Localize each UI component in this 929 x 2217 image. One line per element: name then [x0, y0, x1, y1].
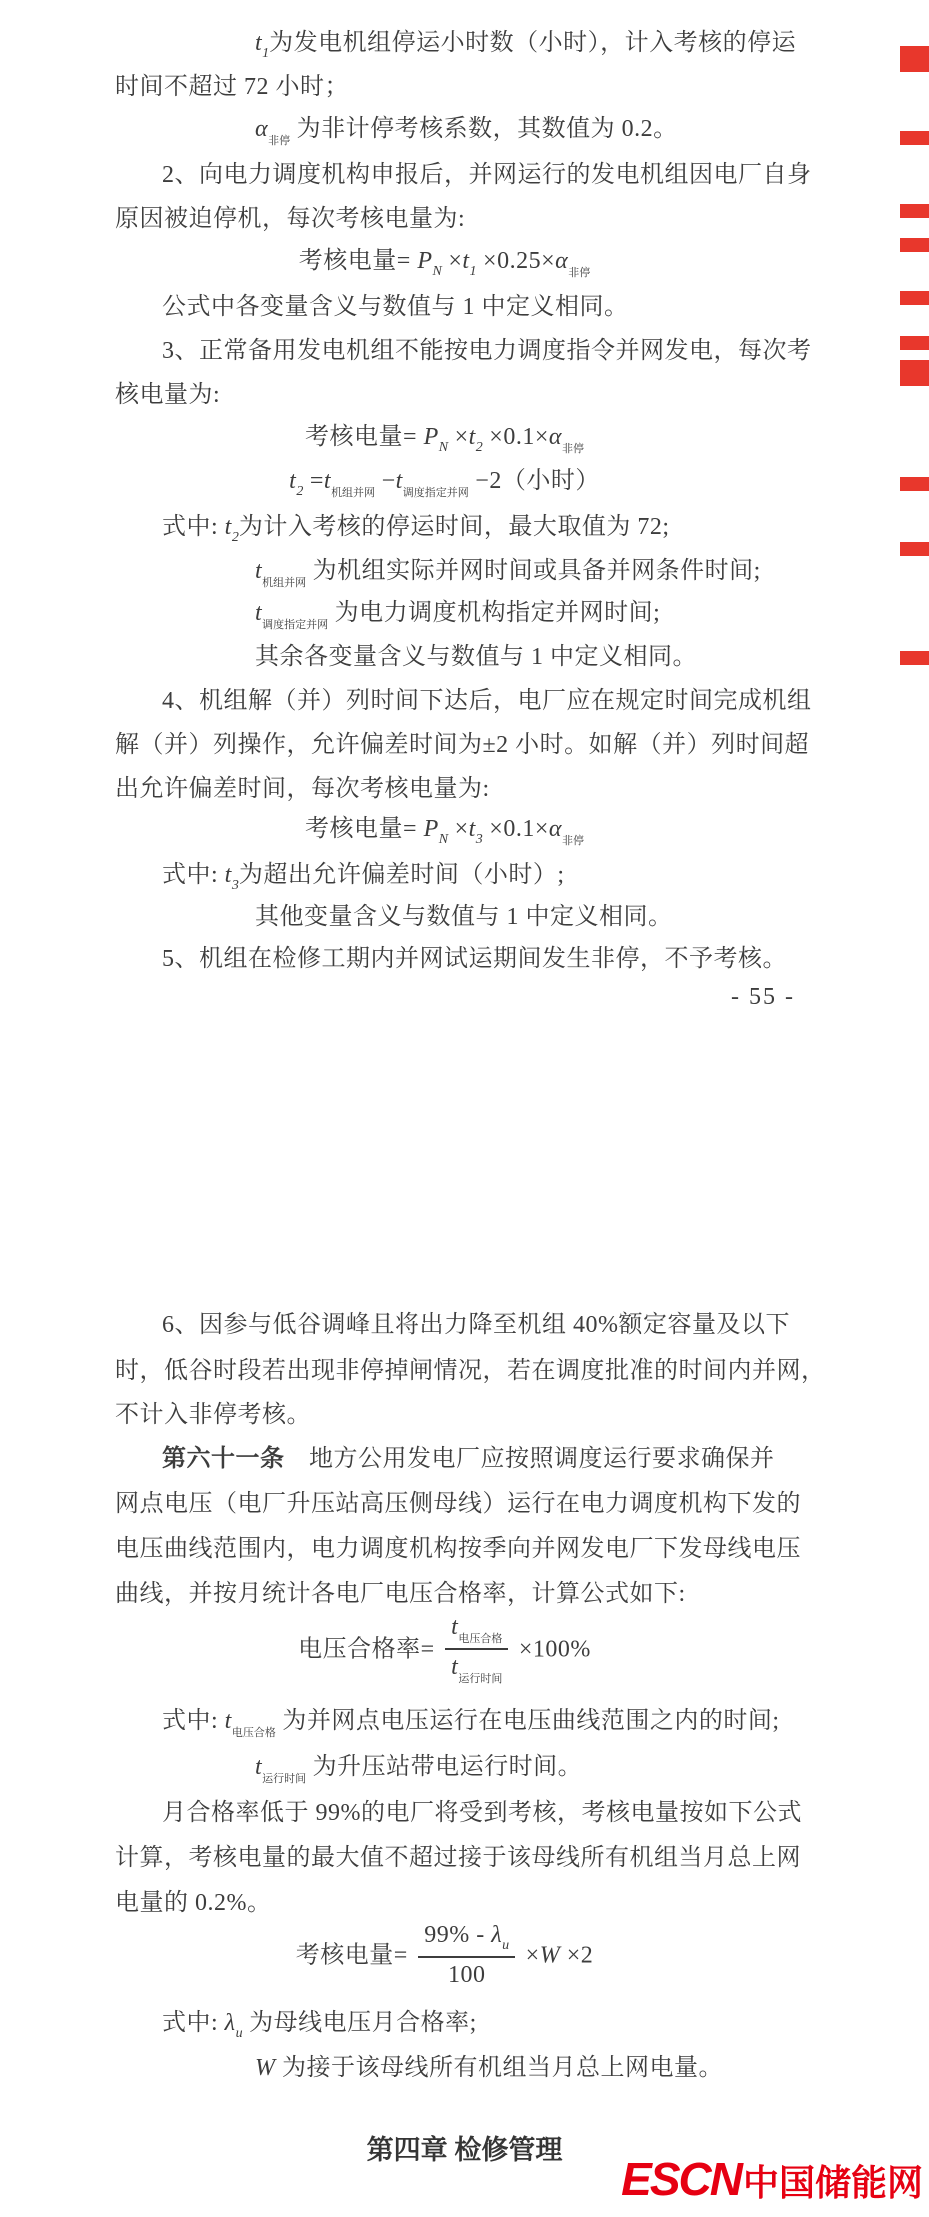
red-highlight-mark: [900, 477, 929, 491]
red-highlight-mark: [900, 238, 929, 252]
red-highlight-mark: [900, 204, 929, 218]
document-line: 公式中各变量含义与数值与 1 中定义相同。: [162, 294, 629, 320]
document-line: 3、正常备用发电机组不能按电力调度指令并网发电，每次考: [162, 338, 812, 364]
document-line: 解（并）列操作，允许偏差时间为±2 小时。如解（并）列时间超: [115, 732, 810, 758]
document-line: 时，低谷时段若出现非停掉闸情况，若在调度批准的时间内并网，: [115, 1358, 826, 1384]
document-line: 第六十一条 地方公用发电厂应按照调度运行要求确保并: [162, 1446, 775, 1472]
document-line: 式中: $t_{电压合格}$ 为并网点电压运行在电压曲线范围之内的时间;: [162, 1708, 780, 1739]
document-line: W 为接于该母线所有机组当月总上网电量。: [255, 2055, 723, 2081]
document-line: $t_{调度指定并网}$ 为电力调度机构指定并网时间;: [255, 600, 661, 631]
escn-logo-latin: ESCN: [621, 2153, 741, 2205]
red-highlight-mark: [900, 542, 929, 556]
document-line: 4、机组解（并）列时间下达后，电厂应在规定时间完成机组: [162, 688, 812, 714]
red-highlight-mark: [900, 291, 929, 305]
document-line: 月合格率低于 99%的电厂将受到考核，考核电量按如下公式: [162, 1800, 802, 1826]
red-highlight-mark: [900, 46, 929, 72]
document-line: 式中: $t_2$为计入考核的停运时间，最大取值为 72;: [162, 514, 670, 545]
fraction: $\frac{99\% - \lambda_u}{100}$: [418, 1920, 515, 1990]
formula-line: 考核电量= $P_N \times t_1 \times 0.25\times\alpha_{非停}$: [298, 248, 591, 279]
document-line: 出允许偏差时间，每次考核电量为:: [115, 776, 490, 802]
escn-logo: [621, 2152, 923, 2206]
red-highlight-mark: [900, 131, 929, 145]
document-line: 不计入非停考核。: [115, 1402, 311, 1428]
formula-line: 电压合格率= $\frac{t_{电压合格}}{t_{运行时间}}$ ×100%: [298, 1614, 591, 1685]
document-line: 式中: $\lambda_u$ 为母线电压月合格率;: [162, 2010, 477, 2041]
formula-line: 考核电量= $P_N \times t_2 \times 0.1\times\alpha_{非停}$: [305, 424, 584, 455]
document-line: $t_1$为发电机组停运小时数（小时），计入考核的停运: [255, 30, 797, 61]
document-line: 原因被迫停机，每次考核电量为:: [115, 206, 466, 232]
document-line: 计算，考核电量的最大值不超过接于该母线所有机组当月总上网: [115, 1845, 801, 1871]
document-line: 其他变量含义与数值与 1 中定义相同。: [255, 904, 673, 930]
formula-line: 考核电量= $\frac{99\% - \lambda_u}{100}$ ×W ×2: [295, 1922, 594, 1988]
document-line: $t_{运行时间}$ 为升压站带电运行时间。: [255, 1754, 583, 1785]
fraction: $\frac{t_{电压合格}}{t_{运行时间}}$: [445, 1612, 508, 1686]
red-highlight-mark: [900, 651, 929, 665]
document-line: 核电量为:: [115, 382, 221, 408]
document-line: 时间不超过 72 小时；: [115, 74, 349, 100]
formula-line: $t_2 =t_{机组并网} -t_{调度指定并网} -2$（小时）: [289, 468, 600, 499]
document-line: 曲线，并按月统计各电厂电压合格率，计算公式如下:: [115, 1581, 686, 1607]
escn-logo-cjk: 中国储能网: [742, 2162, 923, 2203]
chapter-heading: 第四章 检修管理: [366, 2135, 563, 2165]
document-line: $\alpha_{非停}$ 为非计停考核系数，其数值为 0.2。: [255, 116, 678, 147]
red-highlight-mark: [900, 336, 929, 350]
document-line: 电压曲线范围内，电力调度机构按季向并网发电厂下发母线电压: [115, 1536, 801, 1562]
formula-line: 考核电量= $P_N \times t_3 \times 0.1\times\alpha_{非停}$: [305, 816, 584, 847]
document-line: 5、机组在检修工期内并网试运期间发生非停，不予考核。: [162, 946, 787, 972]
document-line: 其余各变量含义与数值与 1 中定义相同。: [255, 644, 697, 670]
document-line: 2、向电力调度机构申报后，并网运行的发电机组因电厂自身: [162, 162, 812, 188]
document-line: 电量的 0.2%。: [115, 1890, 272, 1916]
page-number: - 55 -: [731, 984, 795, 1010]
document-line: 式中: $t_3$为超出允许偏差时间（小时）;: [162, 862, 565, 893]
document-line: 网点电压（电厂升压站高压侧母线）运行在电力调度机构下发的: [115, 1491, 801, 1517]
red-highlight-mark: [900, 360, 929, 386]
document-line: 6、因参与低谷调峰且将出力降至机组 40%额定容量及以下: [162, 1312, 790, 1338]
document-line: $t_{机组并网}$ 为机组实际并网时间或具备并网条件时间;: [255, 558, 761, 589]
